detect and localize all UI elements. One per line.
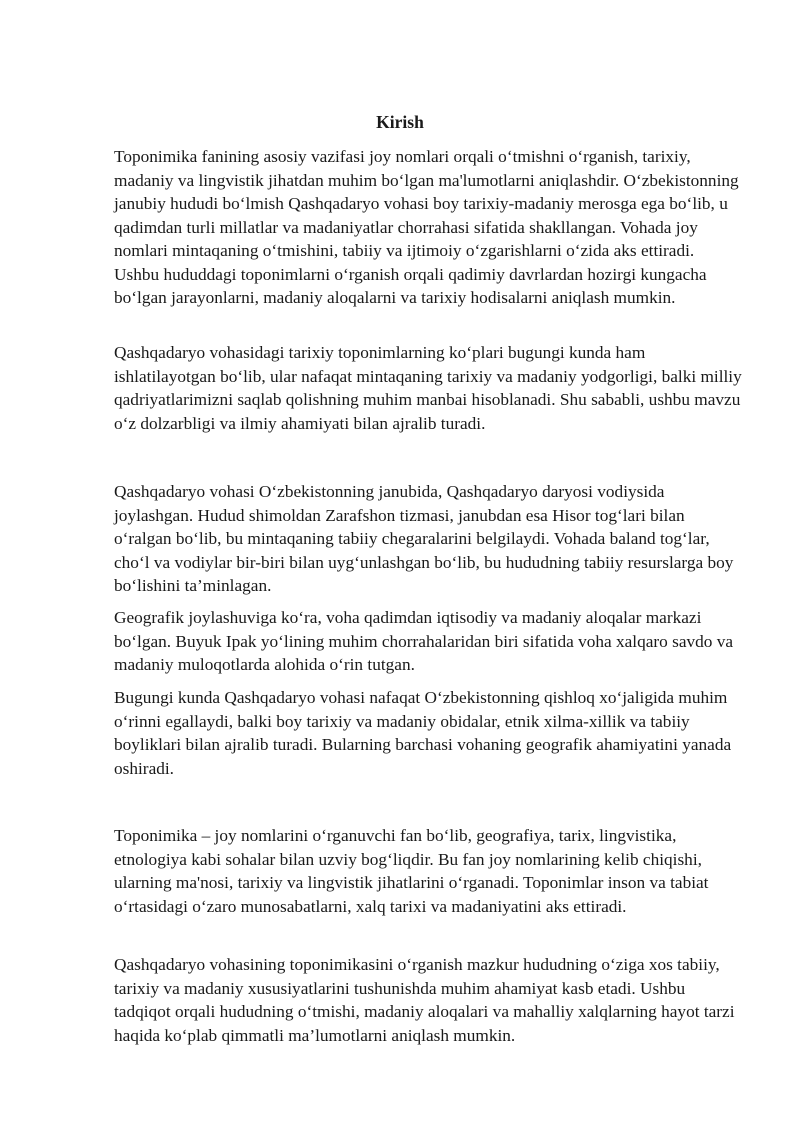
paragraph-relevance: Qashqadaryo vohasidagi tarixiy toponimlarning ko‘plari bugungi kunda ham ishlatilayotgan bo‘lib, ular nafaqat mintaqaning tarixiy va madaniy yodgorligi, balki milliy qadriyatlarimizni saqlab qolishning muhim manbai hisoblanadi. Shu sababli, ushbu mavzu o‘z dolzarbligi va ilmiy ahamiyati bilan ajralib turadi. <box>114 343 742 433</box>
paragraph-location: Qashqadaryo vohasi O‘zbekistonning janubida, Qashqadaryo daryosi vodiysida joylashgan. Hudud shimoldan Zarafshon tizmasi, janubdan esa Hisor tog‘lari bilan o‘ralgan bo‘lib, bu mintaqaning tabiiy chegaralarini belgilaydi. Vohada baland tog‘lar, cho‘l va vodiylar bir-biri bilan uyg‘unlashgan bo‘lib, bu hududning tabiiy resurslarga boy bo‘lishini ta’minlagan. <box>114 482 734 595</box>
paragraph-research-importance: Qashqadaryo vohasining toponimikasini o‘rganish mazkur hududning o‘ziga xos tabiiy, tarixiy va madaniy xususiyatlarini tushunishda muhim ahamiyat kasb etadi. Ushbu tadqiqot orqali hududning o‘tmishi, madaniy aloqalari va mahalliy xalqlarning hayot tarzi haqida ko‘plab qimmatli ma’lumotlarni aniqlash mumkin. <box>114 955 735 1045</box>
paragraph-geography: Geografik joylashuviga ko‘ra, voha qadimdan iqtisodiy va madaniy aloqalar markazi bo‘lgan. Buyuk Ipak yo‘lining muhim chorrahalaridan biri sifatida voha xalqaro savdo va madaniy muloqotlarda alohida o‘rin tutgan. <box>114 608 734 674</box>
paragraph-toponymy-definition: Toponimika – joy nomlarini o‘rganuvchi fan bo‘lib, geografiya, tarix, lingvistika, etnologiya kabi sohalar bilan uzviy bog‘liqdir. Bu fan joy nomlarining kelib chiqishi, ularning ma'nosi, tarixiy va lingvistik jihatlarini o‘rganadi. Toponimlar inson va tabiat o‘rtasidagi o‘zaro munosabatlarni, xalq tarixi va madaniyatini aks ettiradi. <box>114 826 709 916</box>
page-title: Kirish <box>376 112 424 132</box>
paragraph-today: Bugungi kunda Qashqadaryo vohasi nafaqat O‘zbekistonning qishloq xo‘jaligida muhim o‘rinni egallaydi, balki boy tarixiy va madaniy obidalar, etnik xilma-xillik va tabiiy boyliklari bilan ajralib turadi. Bularning barchasi vohaning geografik ahamiyatini yanada oshiradi. <box>114 688 732 778</box>
paragraph-intro: Toponimika fanining asosiy vazifasi joy nomlari orqali o‘tmishni o‘rganish, tarixiy, madaniy va lingvistik jihatdan muhim bo‘lgan ma'lumotlarni aniqlashdir. O‘zbekistonning janubiy hududi bo‘lmish Qashqadaryo vohasi boy tarixiy-madaniy merosga ega bo‘lib, u qadimdan turli millatlar va madaniyatlar chorrahasi sifatida shakllangan. Vohada joy nomlari mintaqaning o‘tmishini, tabiiy va ijtimoiy o‘zgarishlarni o‘zida aks ettiradi. Ushbu hududdagi toponimlarni o‘rganish orqali qadimiy davrlardan hozirgi kungacha bo‘lgan jarayonlarni, madaniy aloqalarni va tarixiy hodisalarni aniqlash mumkin. <box>114 147 739 307</box>
